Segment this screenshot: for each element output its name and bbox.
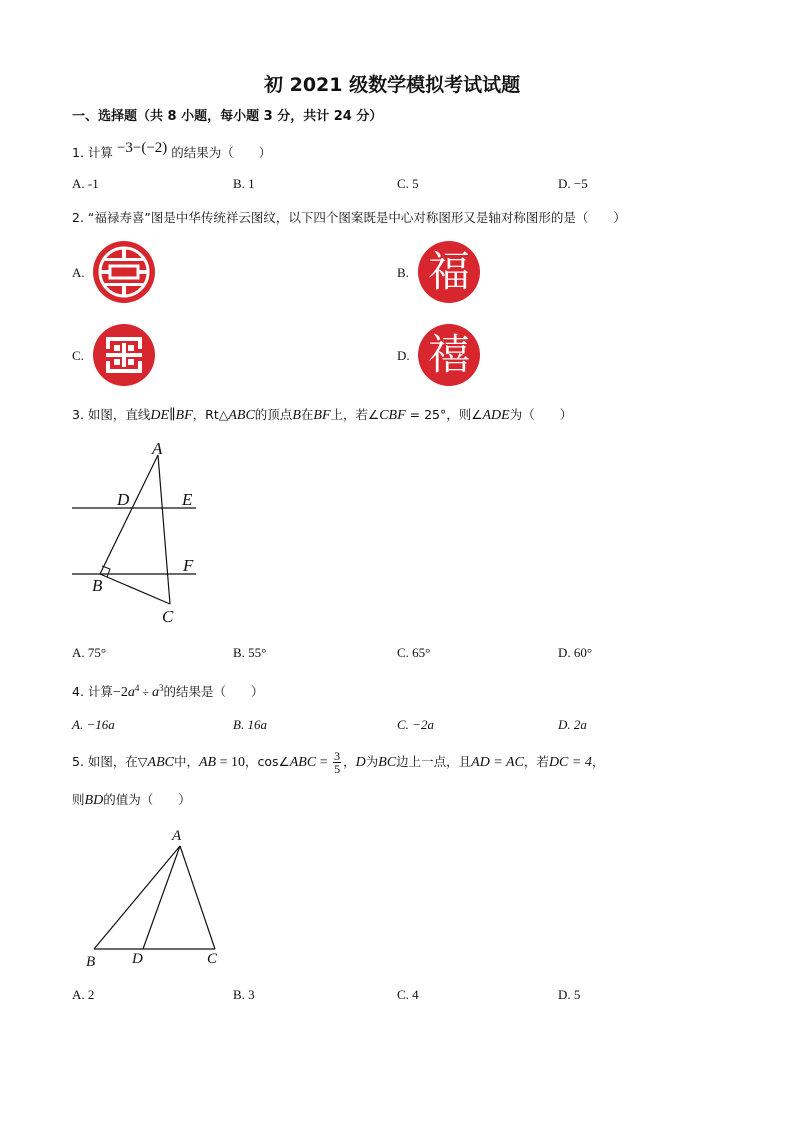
question-text: ，: [343, 754, 356, 769]
xi-character-icon: [417, 323, 481, 387]
question-text: ，cos∠: [245, 754, 290, 769]
math-d: D: [355, 755, 366, 770]
math-de-bf: DE∥BF: [150, 408, 193, 423]
lu-pattern-icon: [92, 323, 156, 387]
question-number: 1.: [72, 145, 84, 160]
math-eq: =: [316, 755, 332, 770]
math-expression: −3−(−2): [116, 140, 168, 156]
option-a[interactable]: A. 75°: [72, 645, 107, 660]
math-ab: AB: [198, 755, 217, 770]
label-a: A: [172, 828, 182, 844]
math-bd: BD: [84, 793, 104, 808]
option-b[interactable]: B. 1: [233, 176, 255, 191]
option-d-label[interactable]: D.: [397, 348, 410, 363]
shou-pattern-icon: [92, 240, 156, 304]
label-b: B: [86, 954, 96, 970]
option-d[interactable]: D. 5: [558, 987, 581, 1002]
math-cbf: CBF: [379, 408, 406, 423]
option-c[interactable]: C. −2a: [397, 717, 434, 732]
option-a[interactable]: A. 2: [72, 987, 95, 1002]
question-text: 的结果为（ ）: [171, 145, 272, 160]
question-text: 的结果是（ ）: [163, 684, 264, 699]
question-2-stem: 2. “福禄寿喜”图是中华传统祥云图纹，以下四个图案既是中心对称图形又是轴对称图形的是（ ）: [72, 210, 626, 225]
label-f: F: [183, 556, 194, 575]
label-d: D: [132, 951, 143, 967]
figure-q5: [80, 822, 230, 972]
option-d[interactable]: D. 2a: [558, 717, 587, 732]
question-1-stem: [72, 140, 272, 162]
option-b[interactable]: B. 16a: [233, 717, 267, 732]
question-number: 4.: [72, 684, 84, 699]
math-bf: BF: [313, 408, 331, 423]
section-header: 一、选择题（共 8 小题，每小题 3 分，共计 24 分）: [72, 109, 383, 124]
question-text: 的顶点: [254, 407, 293, 422]
math-ad-ac: AD = AC: [471, 755, 524, 770]
option-c[interactable]: C. 4: [397, 987, 419, 1002]
question-5-stem: [72, 746, 604, 779]
math-dc4: DC = 4: [548, 755, 592, 770]
question-text: 则: [72, 792, 85, 807]
math-div: ÷: [139, 685, 152, 699]
math-exp: 4: [134, 682, 140, 693]
figure-q3: [60, 435, 220, 630]
label-c: C: [207, 951, 218, 967]
math-a: a: [127, 685, 135, 700]
question-text: 上，若∠: [330, 407, 380, 422]
math-exp: 3: [158, 682, 164, 693]
option-a[interactable]: A. -1: [72, 176, 99, 191]
question-text: 的值为（ ）: [103, 792, 191, 807]
math-abc: ABC: [228, 408, 255, 423]
question-text: = 25°，则∠: [405, 407, 483, 422]
question-text: 为: [365, 754, 379, 769]
label-d: D: [117, 490, 130, 509]
question-text: ，: [591, 754, 605, 769]
question-text: ，若: [523, 754, 549, 769]
label-a: A: [152, 439, 163, 458]
option-c[interactable]: C. 65°: [397, 645, 431, 660]
math-coef: −2: [112, 685, 128, 700]
question-text: 在: [300, 407, 314, 422]
option-c[interactable]: C. 5: [397, 176, 419, 191]
fraction: [333, 750, 341, 775]
question-3-stem: [72, 405, 572, 424]
question-text: 计算: [87, 145, 113, 160]
option-d[interactable]: D. 60°: [558, 645, 593, 660]
math-bc: BC: [378, 755, 397, 770]
question-text: 计算: [87, 684, 113, 699]
question-5-stem-line2: [72, 790, 191, 809]
fu-character-icon: [417, 240, 481, 304]
label-e: E: [182, 490, 193, 509]
page-title: 初 2021 级数学模拟考试试题: [264, 74, 521, 96]
option-c-label[interactable]: C.: [72, 348, 84, 363]
fraction-numerator: 3: [334, 749, 341, 763]
option-b[interactable]: B. 55°: [233, 645, 267, 660]
option-a-label[interactable]: A.: [72, 265, 85, 280]
math-ade: ADE: [482, 408, 510, 423]
label-c: C: [162, 607, 174, 626]
math-abc: ABC: [147, 755, 174, 770]
question-text: 3. 如图，直线: [72, 407, 151, 422]
option-b[interactable]: B. 3: [233, 987, 255, 1002]
option-d[interactable]: D. −5: [558, 176, 588, 191]
question-text: 为（ ）: [509, 407, 573, 422]
question-text: 5. 如图，在▽: [72, 754, 148, 769]
math-b: B: [292, 408, 301, 423]
option-a[interactable]: A. −16a: [72, 717, 115, 732]
fu-glyph: 福: [427, 247, 471, 296]
fraction-denominator: 5: [334, 762, 341, 776]
question-text: ，Rt△: [192, 407, 229, 422]
math-a: a: [151, 685, 159, 700]
question-text: 边上一点，且: [396, 754, 472, 769]
label-b: B: [92, 576, 103, 595]
question-4-stem: [72, 682, 263, 701]
math-eq10: = 10: [216, 755, 245, 770]
option-b-label[interactable]: B.: [397, 265, 409, 280]
math-abc2: ABC: [289, 755, 317, 770]
xi-glyph: 禧: [427, 330, 471, 379]
question-text: 中，: [173, 754, 199, 769]
